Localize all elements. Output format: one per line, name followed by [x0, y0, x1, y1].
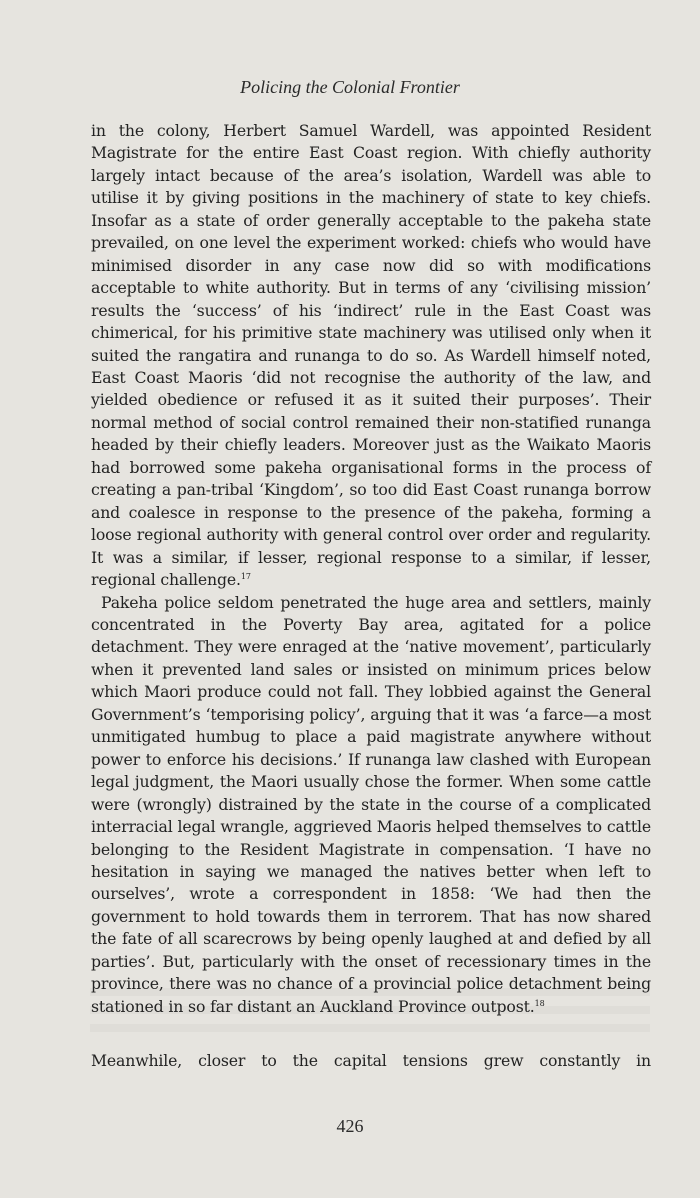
paragraph-text: Pakeha police seldom penetrated the huge area and settlers, mainly concentrated in the Poverty Bay area, agitated for a police detachment. They were enraged at the ‘native movement’, particularly when it prevented land sales or insisted on minimum prices below which Maori produce could not fall. They lobbied against the General Government’s ‘temporising policy’, arguing that it was ‘a farce—a most unmitigated humbug to place a paid magistrate anywhere without power to enforce his decisions.’ If runanga law clashed with European legal judgment, the Maori usually chose the former. When some cattle were (wrongly) distrained by the state in the course of a complicated interracial legal wrangle, aggrieved Maoris helped themselves to cattle belonging to the Resident Magistrate in compensation. ‘I have no hesitation in saying we managed the natives better when left to ourselves’, wrote a correspondent in 1858: ‘We had then the government to hold towards them in terrorem. That has now shared the fate of all scarecrows by being openly laughed at and defied by all parties’. But, particularly with the onset of recessionary times in the province, there was no chance of a provincial police detachment being stationed in so far distant an Auckland Province outpost. [91, 592, 651, 1016]
paragraph-text: in the colony, Herbert Samuel Wardell, was appointed Resident Magistrate for the entire East Coast region. With chiefly authority largely intact because of the area’s isolation, Wardell was able to utilise it by giving positions in the machinery of state to key chiefs. Insofar as a state of order generally acceptable to the pakeha state prevailed, on one level the experiment worked: chiefs who would have minimised disorder in any case now did so with modifications acceptable to white authority. But in terms of any ‘civilising mission’ results the ‘success’ of his ‘indirect’ rule in the East Coast was chimerical, for his primitive state machinery was utilised only when it suited the rangatira and runanga to do so. As Wardell himself noted, East Coast Maoris ‘did not recognise the authority of the law, and yielded obedience or refused it as it suited their purposes’. Their normal method of social control remained their non-statified runanga headed by their chiefly leaders. Moreover just as the Waikato Maoris had borrowed some pakeha organisational forms in the process of creating a pan-tribal ‘Kingdom’, so too did East Coast runanga borrow and coalesce in response to the presence of the pakeha, forming a loose regional authority with general control over order and regularity. It was a similar, if lesser, regional response to a similar, if lesser, regional challenge. [91, 121, 651, 590]
paragraph [91, 120, 651, 592]
paragraph [91, 592, 651, 1019]
page-number: 426 [336, 1116, 364, 1136]
show-through-shadow [90, 988, 650, 1038]
section-opening-line: Meanwhile, closer to the capital tensions grew constantly in [91, 1051, 651, 1070]
running-title: Policing the Colonial Frontier [240, 77, 460, 97]
main-text [91, 120, 651, 1018]
footnote-ref: 18 [534, 998, 545, 1008]
footnote-ref: 17 [240, 572, 251, 582]
